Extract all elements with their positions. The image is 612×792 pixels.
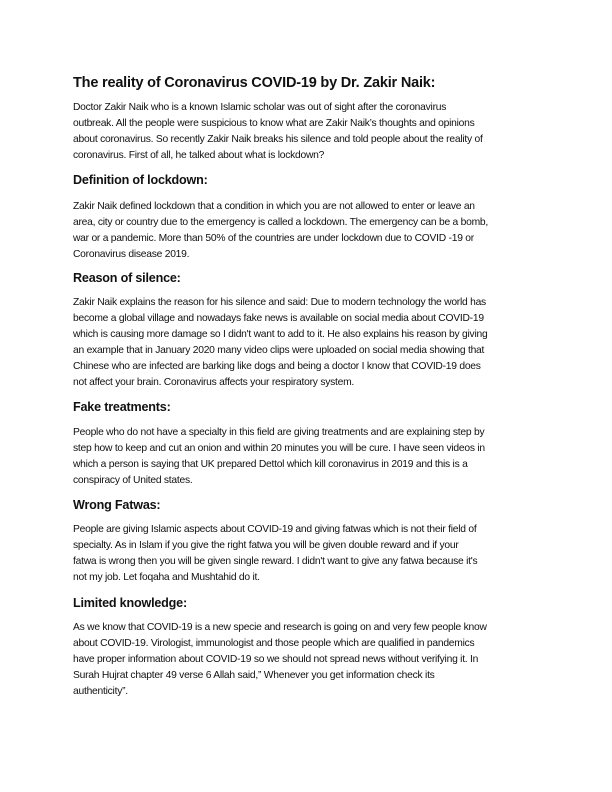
text-line: about coronavirus. So recently Zakir Naik breaks his silence and told people about the reality of [73,134,483,145]
text-line: about COVID-19. Virologist, immunologist and those people which are qualified in pandemics [73,638,475,649]
text-line: area, city or country due to the emergency is called a lockdown. The emergency can be a bomb, [73,217,488,228]
text-line: authenticity”. [73,686,128,697]
text-line: coronavirus. First of all, he talked about what is lockdown? [73,150,325,161]
text-line: Coronavirus disease 2019. [73,249,190,260]
text-line: Doctor Zakir Naik who is a known Islamic scholar was out of sight after the coronavirus [73,102,447,113]
section-heading: Reason of silence: [73,271,181,285]
section-heading: Definition of lockdown: [73,173,208,187]
text-line: step how to keep and cut an onion and within 20 minutes you will be cure. I have seen videos in [73,443,485,454]
text-line: an example that in January 2020 many video clips were uploaded on social media showing that [73,345,485,356]
section-paragraph [73,522,477,586]
text-line: Zakir Naik explains the reason for his silence and said: Due to modern technology the world has [73,297,486,308]
text-line: outbreak. All the people were suspicious to know what are Zakir Naik’s thoughts and opinions [73,118,475,129]
text-line: Chinese who are infected are barking like dogs and being a doctor I know that COVID-19 does [73,361,481,372]
section-paragraph [73,425,485,489]
text-line: People are giving Islamic aspects about COVID-19 and giving fatwas which is not their field of [73,524,477,535]
text-line: which is causing more damage so I didn't want to add to it. He also explains his reason by giving [73,329,488,340]
text-line: fatwa is wrong then you will be given single reward. I didn't want to give any fatwa because it's [73,556,478,567]
text-line: which a person is saying that UK prepared Dettol which kill coronavirus in 2019 and this is a [73,459,468,470]
text-line: not my job. Let foqaha and Mushtahid do it. [73,572,260,583]
text-line: Surah Hujrat chapter 49 verse 6 Allah said,” Whenever you get information check its [73,670,435,681]
text-line: become a global village and nowadays fake news is available on social media about COVID-19 [73,313,484,324]
document-title: The reality of Coronavirus COVID-19 by Dr. Zakir Naik: [73,75,436,91]
text-line: have proper information about COVID-19 so we should not spread news without verifying it. In [73,654,479,665]
text-line: People who do not have a specialty in this field are giving treatments and are explaining step by [73,427,485,438]
section-paragraph [73,295,487,391]
text-line: conspiracy of United states. [73,475,193,486]
section-paragraph [73,620,487,700]
section-heading: Wrong Fatwas: [73,498,161,512]
text-line: Zakir Naik defined lockdown that a condition in which you are not allowed to enter or leave an [73,201,475,212]
text-line: As we know that COVID-19 is a new specie and research is going on and very few people know [73,622,487,633]
intro-paragraph [73,100,483,164]
text-line: not affect your brain. Coronavirus affects your respiratory system. [73,377,355,388]
text-line: war or a pandemic. More than 50% of the countries are under lockdown due to COVID -19 or [73,233,474,244]
section-paragraph [73,199,488,263]
section-heading: Fake treatments: [73,400,171,414]
text-line: specialty. As in Islam if you give the right fatwa you will be given double reward and if your [73,540,459,551]
section-heading: Limited knowledge: [73,596,187,610]
